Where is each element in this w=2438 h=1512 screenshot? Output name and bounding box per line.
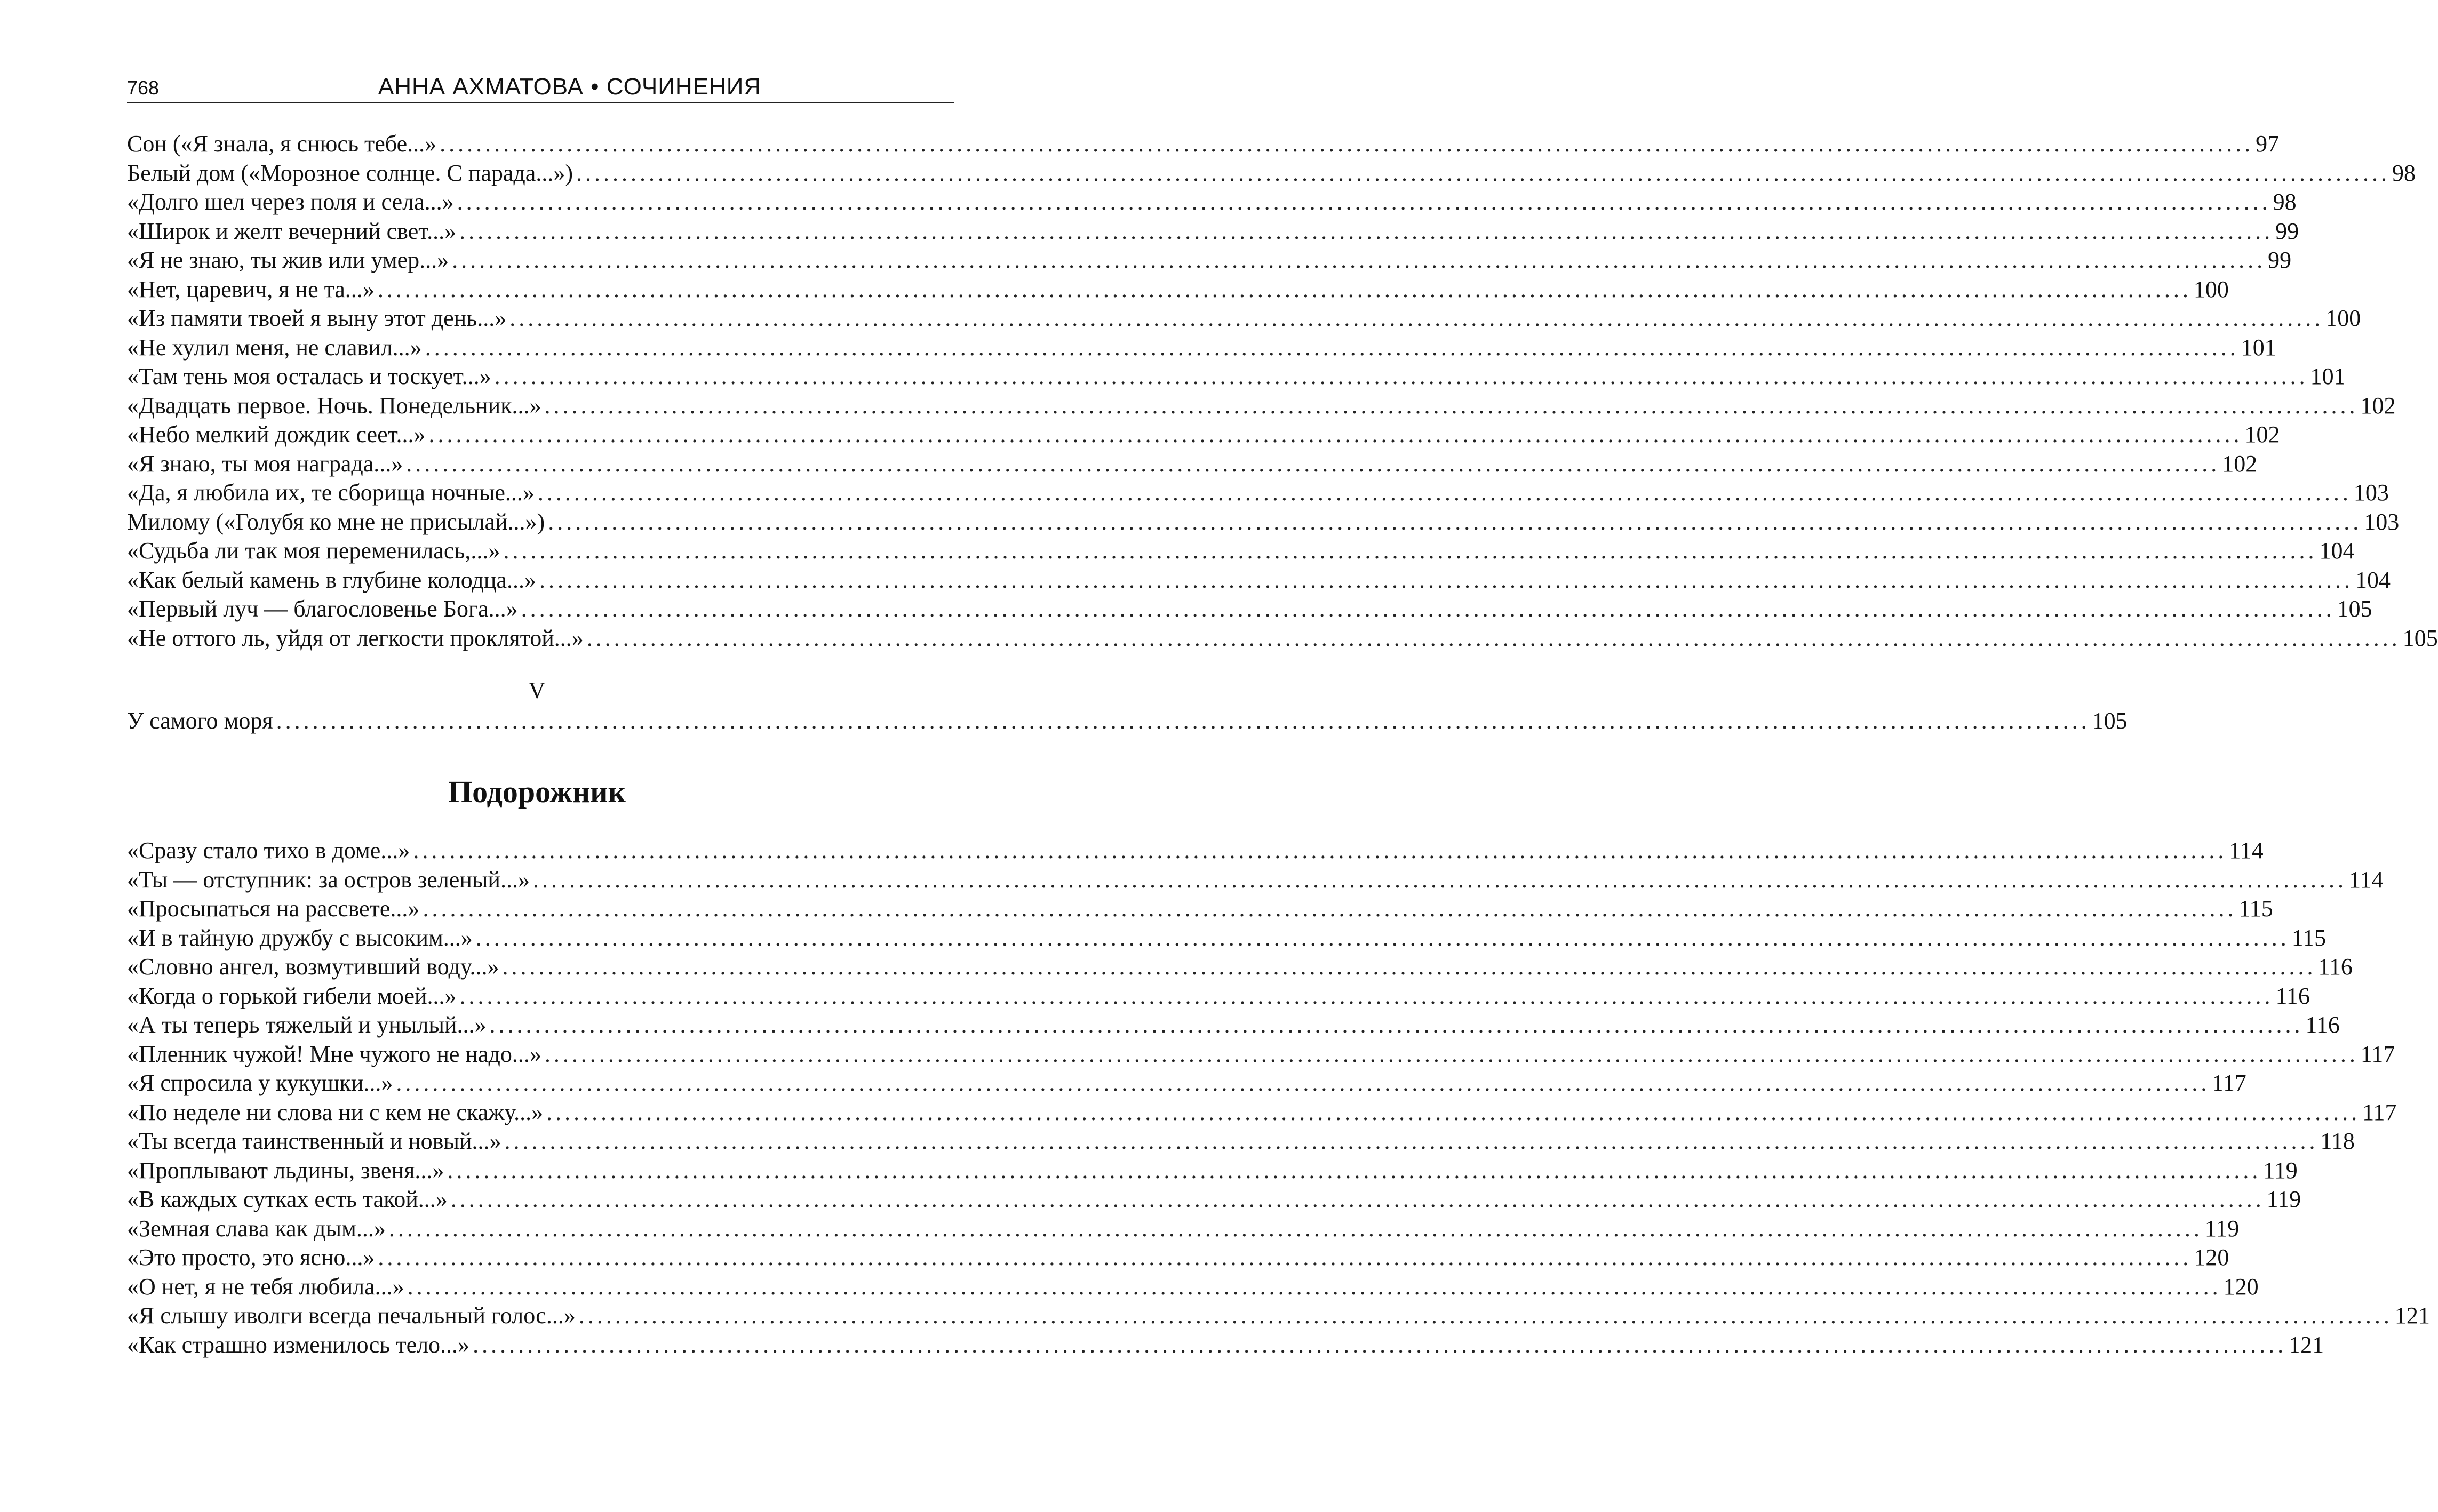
toc-entry-title: У самого моря (127, 708, 273, 734)
toc-entry (127, 1273, 2259, 1302)
toc-entry (127, 450, 2258, 479)
toc-entry (127, 866, 2384, 895)
toc-dot-leader: ........................................................................................................................................................................................................ (473, 1331, 2287, 1358)
toc-dot-leader: ........................................................................................................................................................................................................ (276, 708, 2090, 734)
toc-entry-page-number: 102 (2222, 450, 2258, 477)
toc-dot-leader: ........................................................................................................................................................................................................ (503, 538, 2317, 564)
toc-entry-page-number: 98 (2273, 189, 2297, 215)
toc-entry-page-number: 103 (2353, 479, 2389, 506)
toc-entry (127, 333, 2276, 363)
toc-list-part1 (127, 130, 2438, 653)
toc-entry-title: «Это просто, это ясно...» (127, 1244, 375, 1270)
toc-entry-title: «Я знаю, ты моя награда...» (127, 450, 403, 477)
toc-entry-page-number: 114 (2229, 837, 2264, 863)
toc-dot-leader: ........................................................................................................................................................................................................ (475, 924, 2290, 951)
toc-entry (127, 1156, 2298, 1186)
toc-entry-page-number: 105 (2402, 625, 2438, 651)
toc-dot-leader: ........................................................................................................................................................................................................ (537, 479, 2352, 506)
toc-entry-title: «Судьба ли так моя переменилась,...» (127, 538, 500, 564)
toc-dot-leader: ........................................................................................................................................................................................................ (576, 159, 2390, 186)
toc-entry-title: Сон («Я знала, я снюсь тебе...» (127, 131, 437, 157)
page-number: 768 (127, 77, 160, 99)
toc-entry-page-number: 99 (2275, 218, 2299, 244)
toc-entry-page-number: 114 (2348, 866, 2384, 893)
toc-entry (127, 159, 2416, 188)
toc-entry-title: «Небо мелкий дождик сеет...» (127, 421, 426, 447)
toc-dot-leader: ........................................................................................................................................................................................................ (539, 566, 2353, 593)
toc-dot-leader: ........................................................................................................................................................................................................ (509, 305, 2324, 331)
toc-dot-leader: ........................................................................................................................................................................................................ (459, 218, 2274, 244)
section-title: Подорожник (448, 774, 626, 809)
toc-dot-leader: ........................................................................................................................................................................................................ (452, 247, 2266, 273)
toc-dot-leader: ........................................................................................................................................................................................................ (546, 1099, 2361, 1125)
toc-dot-leader: ........................................................................................................................................................................................................ (489, 1012, 2304, 1038)
toc-entry-title: «Двадцать первое. Ночь. Понедельник...» (127, 392, 541, 419)
toc-entry-title: «Пленник чужой! Мне чужого не надо...» (127, 1041, 541, 1067)
toc-entry-page-number: 118 (2320, 1128, 2355, 1154)
toc-entry-title: «В каждых сутках есть такой...» (127, 1186, 448, 1212)
toc-entry-page-number: 119 (2266, 1186, 2301, 1212)
toc-entry-page-number: 99 (2268, 247, 2292, 273)
toc-entry-title: «Долго шел через поля и села...» (127, 189, 454, 215)
toc-entry (127, 1331, 2324, 1360)
toc-dot-leader: ........................................................................................................................................................................................................ (504, 1128, 2319, 1154)
running-header (127, 64, 954, 103)
toc-entry (127, 1185, 2301, 1214)
toc-entry (127, 924, 2327, 953)
toc-entry (127, 391, 2396, 421)
toc-entry-title: Белый дом («Морозное солнце. С парада...») (127, 159, 573, 186)
toc-entry-page-number: 101 (2310, 363, 2346, 389)
toc-entry (127, 508, 2400, 537)
toc-entry (127, 595, 2372, 624)
toc-entry-title: «И в тайную дружбу с высоким...» (127, 924, 473, 951)
toc-entry (127, 420, 2280, 450)
toc-entry-title: «Просыпаться на рассвете...» (127, 895, 420, 922)
toc-entry (127, 130, 2280, 159)
toc-entry-page-number: 116 (2275, 982, 2310, 1009)
toc-entry-page-number: 121 (2394, 1302, 2430, 1329)
toc-entry (127, 953, 2353, 982)
toc-entry-title: «Из памяти твоей я выну этот день...» (127, 305, 507, 331)
toc-entry-page-number: 101 (2241, 334, 2276, 361)
toc-entry-title: Милому («Голубя ко мне не присылай...») (127, 508, 545, 535)
toc-entry-title: «Да, я любила их, те сборища ночные...» (127, 479, 535, 506)
toc-entry-page-number: 119 (2204, 1215, 2240, 1242)
toc-dot-leader: ........................................................................................................................................................................................................ (440, 131, 2254, 157)
toc-list-section-v (127, 707, 2128, 736)
toc-entry (127, 1127, 2355, 1156)
toc-dot-leader: ........................................................................................................................................................................................................ (544, 1041, 2359, 1067)
toc-dot-leader: ........................................................................................................................................................................................................ (378, 1244, 2192, 1270)
toc-entry (127, 537, 2355, 566)
toc-dot-leader: ........................................................................................................................................................................................................ (521, 596, 2335, 622)
toc-dot-leader: ........................................................................................................................................................................................................ (413, 837, 2227, 863)
toc-entry-title: «Как страшно изменилось тело...» (127, 1331, 470, 1358)
toc-entry-page-number: 104 (2319, 538, 2355, 564)
toc-entry (127, 1301, 2430, 1331)
toc-entry (127, 624, 2438, 653)
toc-entry-title: «Не оттого ль, уйдя от легкости проклятой...» (127, 625, 584, 651)
toc-entry-page-number: 115 (2291, 924, 2327, 951)
toc-entry (127, 836, 2264, 866)
toc-entry-title: «Как белый камень в глубине колодца...» (127, 566, 536, 593)
toc-entry-title: «Я слышу иволги всегда печальный голос...» (127, 1302, 576, 1329)
toc-entry-title: «Первый луч — благословенье Бога...» (127, 596, 518, 622)
toc-entry (127, 362, 2346, 391)
section-numeral: V (528, 677, 546, 703)
toc-entry (127, 1040, 2395, 1069)
toc-list-podorozhnik (127, 836, 2430, 1359)
toc-entry (127, 275, 2229, 305)
toc-entry-title: «Я спросила у кукушки...» (127, 1070, 393, 1096)
toc-dot-leader: ........................................................................................................................................................................................................ (586, 625, 2401, 651)
toc-entry-title: «Широк и желт вечерний свет...» (127, 218, 457, 244)
toc-dot-leader: ........................................................................................................................................................................................................ (450, 1186, 2265, 1212)
toc-entry-page-number: 117 (2360, 1041, 2395, 1067)
toc-entry-page-number: 116 (2305, 1012, 2340, 1038)
toc-entry (127, 1214, 2240, 1244)
toc-dot-leader: ........................................................................................................................................................................................................ (377, 276, 2192, 302)
toc-entry (127, 894, 2273, 924)
toc-entry-title: «Не хулил меня, не славил...» (127, 334, 422, 361)
toc-entry (127, 1011, 2340, 1040)
toc-dot-leader: ........................................................................................................................................................................................................ (457, 189, 2271, 215)
toc-dot-leader: ........................................................................................................................................................................................................ (388, 1215, 2203, 1242)
toc-dot-leader: ........................................................................................................................................................................................................ (428, 421, 2243, 447)
toc-entry-page-number: 103 (2364, 508, 2400, 535)
toc-entry-title: «Там тень моя осталась и тоскует...» (127, 363, 491, 389)
toc-entry-title: «Сразу стало тихо в доме...» (127, 837, 410, 863)
toc-entry-page-number: 105 (2337, 596, 2372, 622)
toc-entry-title: «Ты — отступник: за остров зеленый...» (127, 866, 530, 893)
toc-dot-leader: ........................................................................................................................................................................................................ (578, 1302, 2393, 1329)
toc-entry (127, 1069, 2246, 1098)
toc-dot-leader: ........................................................................................................................................................................................................ (544, 392, 2359, 419)
running-title: АННА АХМАТОВА • СОЧИНЕНИЯ (378, 74, 762, 100)
toc-entry (127, 566, 2391, 595)
toc-entry-page-number: 97 (2256, 131, 2280, 157)
toc-entry (127, 1098, 2397, 1127)
toc-entry-page-number: 117 (2212, 1070, 2246, 1096)
toc-dot-leader: ........................................................................................................................................................................................................ (494, 363, 2308, 389)
toc-dot-leader: ........................................................................................................................................................................................................ (502, 954, 2316, 980)
toc-entry-page-number: 100 (2325, 305, 2361, 331)
toc-dot-leader: ........................................................................................................................................................................................................ (407, 1273, 2221, 1300)
toc-dot-leader: ........................................................................................................................................................................................................ (423, 895, 2237, 922)
toc-dot-leader: ........................................................................................................................................................................................................ (396, 1070, 2210, 1096)
toc-dot-leader: ........................................................................................................................................................................................................ (459, 982, 2274, 1009)
toc-entry-page-number: 120 (2194, 1244, 2229, 1270)
toc-dot-leader: ........................................................................................................................................................................................................ (532, 866, 2347, 893)
toc-entry-page-number: 100 (2193, 276, 2229, 302)
toc-dot-leader: ........................................................................................................................................................................................................ (406, 450, 2220, 477)
toc-entry-title: «Я не знаю, ты жив или умер...» (127, 247, 449, 273)
toc-dot-leader: ........................................................................................................................................................................................................ (447, 1157, 2261, 1183)
toc-entry-title: «О нет, я не тебя любила...» (127, 1273, 404, 1300)
toc-entry-page-number: 121 (2289, 1331, 2324, 1358)
toc-entry-page-number: 104 (2355, 566, 2391, 593)
toc-dot-leader: ........................................................................................................................................................................................................ (425, 334, 2239, 361)
toc-entry-title: «По неделе ни слова ни с кем не скажу...» (127, 1099, 544, 1125)
toc-entry-title: «А ты теперь тяжелый и унылый...» (127, 1012, 487, 1038)
toc-entry-page-number: 116 (2318, 954, 2353, 980)
toc-entry (127, 246, 2292, 275)
toc-entry-title: «Словно ангел, возмутивший воду...» (127, 954, 499, 980)
toc-entry (127, 188, 2297, 217)
toc-dot-leader: ........................................................................................................................................................................................................ (548, 508, 2362, 535)
toc-entry-page-number: 102 (2360, 392, 2396, 419)
toc-entry-page-number: 98 (2392, 159, 2416, 186)
toc-entry (127, 304, 2361, 333)
toc-entry-page-number: 119 (2263, 1157, 2298, 1183)
toc-entry-title: «Когда о горькой гибели моей...» (127, 982, 457, 1009)
toc-entry-title: «Проплывают льдины, звеня...» (127, 1157, 444, 1183)
toc-entry (127, 707, 2128, 736)
toc-entry-page-number: 102 (2244, 421, 2280, 447)
toc-entry-title: «Нет, царевич, я не та...» (127, 276, 375, 302)
toc-entry-title: «Земная слава как дым...» (127, 1215, 386, 1242)
toc-entry (127, 217, 2299, 246)
toc-entry (127, 982, 2310, 1011)
toc-entry-title: «Ты всегда таинственный и новый...» (127, 1128, 501, 1154)
toc-entry-page-number: 105 (2092, 708, 2128, 734)
toc-entry-page-number: 117 (2362, 1099, 2397, 1125)
toc-entry-page-number: 120 (2223, 1273, 2259, 1300)
toc-entry (127, 478, 2389, 508)
toc-entry (127, 1243, 2229, 1273)
toc-entry-page-number: 115 (2238, 895, 2273, 922)
